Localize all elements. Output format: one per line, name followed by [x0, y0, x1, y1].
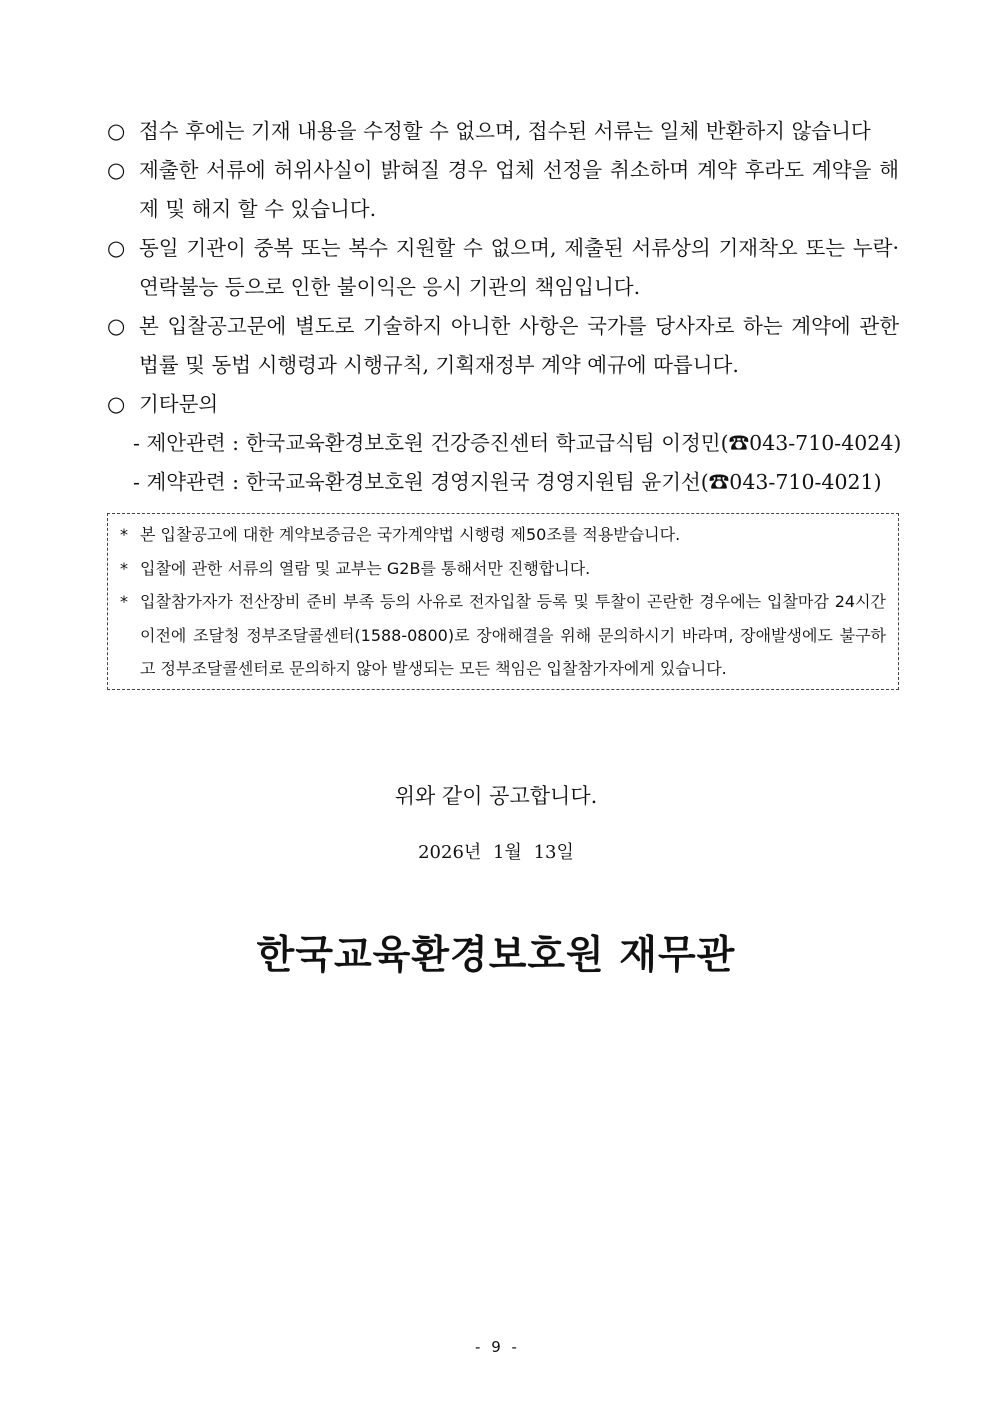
circle-bullet-icon: ○	[107, 236, 126, 260]
circle-bullet-icon: ○	[107, 158, 126, 182]
bullet-item	[107, 385, 899, 424]
circle-bullet-icon: ○	[107, 392, 126, 416]
notice-item	[120, 585, 886, 686]
circle-bullet-icon: ○	[107, 119, 126, 143]
bullet-text: 제출한 서류에 허위사실이 밝혀질 경우 업체 선정을 취소하며 계약 후라도 계약을 해제 및 해지 할 수 있습니다.	[139, 158, 899, 221]
bullet-text: 동일 기관이 중복 또는 복수 지원할 수 없으며, 제출된 서류상의 기재착오 또는 누락·연락불능 등으로 인한 불이익은 응시 기관의 책임입니다.	[139, 236, 899, 299]
notice-box	[107, 513, 899, 690]
bullet-text: 기타문의	[139, 392, 219, 416]
page-number: - 9 -	[475, 1338, 517, 1356]
bullet-item	[107, 151, 899, 229]
closing-statement: 위와 같이 공고합니다.	[394, 784, 598, 808]
notice-item	[120, 552, 886, 586]
bullet-item	[107, 307, 899, 385]
bullet-item	[107, 112, 899, 151]
contact-contract: - 계약관련 : 한국교육환경보호원 경영지원국 경영지원팀 윤기선(☎043-710-4021)	[133, 470, 882, 494]
notice-text: 본 입찰공고에 대한 계약보증금은 국가계약법 시행령 제50조를 적용받습니다.	[140, 525, 681, 544]
issuer-signature: 한국교육환경보호원 재무관	[256, 932, 736, 978]
notice-text: 입찰에 관한 서류의 열람 및 교부는 G2B를 통해서만 진행합니다.	[140, 558, 591, 578]
asterisk-icon: *	[120, 592, 128, 611]
contact-proposal: - 제안관련 : 한국교육환경보호원 건강증진센터 학교급식팀 이정민(☎043-710-4024)	[133, 431, 902, 455]
notice-text: 입찰참가자가 전산장비 준비 부족 등의 사유로 전자입찰 등록 및 투찰이 곤란한 경우에는 입찰마감 24시간 이전에 조달청 정부조달콜센터(1588-0800)로 장애해결을 위해 문의하시기 바라며, 장애발생에도 불구하고 정부조달콜센터로 문의하지 않아 발생되는 모든 책임은 입찰참가자에게 있습니다.	[140, 592, 886, 678]
notice-item	[120, 518, 886, 552]
bullet-item	[107, 229, 899, 307]
bullet-text: 본 입찰공고문에 별도로 기술하지 아니한 사항은 국가를 당사자로 하는 계약에 관한 법률 및 동법 시행령과 시행규칙, 기획재정부 계약 예규에 따릅니다.	[139, 314, 899, 377]
announcement-date: 2026년 1월 13일	[418, 842, 574, 863]
asterisk-icon: *	[120, 525, 128, 544]
circle-bullet-icon: ○	[107, 314, 126, 338]
bullet-text: 접수 후에는 기재 내용을 수정할 수 없으며, 접수된 서류는 일체 반환하지 않습니다	[139, 119, 871, 143]
asterisk-icon: *	[120, 558, 128, 578]
document-body	[107, 112, 902, 690]
